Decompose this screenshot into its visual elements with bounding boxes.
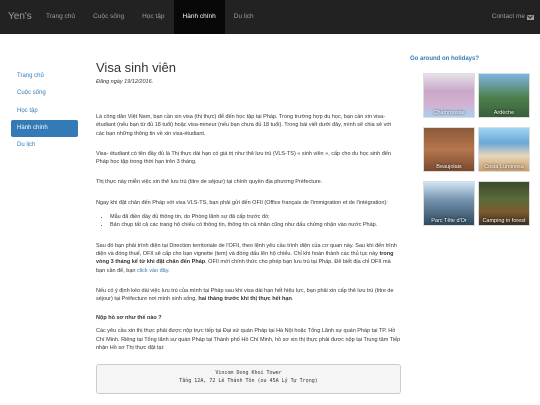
sidebar-item-study[interactable]: Học tập [17,107,38,114]
paragraph-application: Các yêu cầu xin thị thực phải được nộp trực tiếp tại Đại sứ quán Pháp tại Hà Nội hoặc Tổng Lãnh sự quán Pháp tại TP. Hồ Chí Minh. Riêng tại Tổng lãnh sự quán Pháp tại Thành phố Hồ Chí Minh, hồ sơ xin thị thực phải được nộp tại Trung tâm Tiếp nhận Hồ sơ Thị thực đặt tại: [96,328,401,352]
photo-caption: Parc Tête d'Or [431,218,467,224]
sidebar-item-travel[interactable]: Du lịch [17,142,36,149]
paragraph-extension [96,287,401,304]
holidays-panel [410,56,536,224]
list-item: • Mẫu đã điền đầy đủ thông tin, do Phòng lãnh sự đã cấp trước đó; [110,213,401,221]
nav-link-life[interactable]: Cuộc sống [93,13,125,20]
paragraph-intro: Là công dân Việt Nam, bạn cần xin visa (thị thực) để đến học tập tại Pháp. Trong trường hợp du học, bạn cần xin visa-étudiant (nếu bạn từ đủ 18 tuổi) hoặc visa-mineur (nếu bạn chưa đủ 18 tuổi). Trong bài viết dưới đây, mình sẽ chia sẻ với các bạn những thông tin về xin visa-étudiant. [96,114,392,137]
text: Nếu có ý định kéo dài việc lưu trú của mình tại Pháp sau khi visa dài hạn hết hiệu lực, bạn phải xin cấp thẻ lưu trú (titre de séjour) tại Préfecture nơi mình sinh sống, [96,287,394,303]
photo-camping-forest[interactable] [478,181,530,226]
sidebar-item-life[interactable]: Cuộc sống [17,90,46,97]
mail-icon [527,15,534,20]
photo-beaujolais[interactable] [423,127,475,172]
photo-chamrousse[interactable] [423,73,475,118]
list-item: • Bản chụp tất cả các trang hộ chiếu có thông tin, thông tin cá nhân cũng như dấu chứng nhận vào nước Pháp. [110,221,401,229]
bold-text: hai tháng trước khi thị thực hết hạn [198,296,292,303]
nav-links [37,0,263,34]
sidebar-item-administration[interactable]: Hành chính [11,120,78,137]
sidebar-item-home[interactable]: Trang chủ [17,73,44,79]
address-line: Vincom Dong Khoi Tower [215,370,282,377]
nav-link-administration[interactable]: Hành chính [174,0,225,34]
section-heading: Nộp hồ sơ như thế nào ? [96,315,162,322]
text: . [291,296,294,303]
ofii-document-list [110,213,401,230]
photo-caption: Camping in forest [482,218,526,224]
photo-caption: Ardèche [493,110,515,116]
photo-ardeche[interactable] [478,73,530,118]
photo-parc-tete-dor[interactable] [423,181,475,226]
photo-caption: Chamrousse [433,110,465,116]
ofii-address-link[interactable]: click vào đây [136,267,169,274]
photo-caption: Costa Luminosa [484,164,524,170]
photo-costa-luminosa[interactable] [478,127,530,172]
contact-label: Contact me [491,13,525,20]
text: . OFII mới chính thức cho phép bạn lưu trú tại Pháp. Để biết địa chỉ OFII mà bạn cần để, bạn [96,259,391,274]
article [96,60,401,394]
brand-logo[interactable]: Yen's [8,11,32,22]
paragraph-ofii-procedure [96,242,401,275]
page-title: Visa sinh viên [96,60,176,75]
address-line: Tầng 12A, 72 Lê Thánh Tôn (ou 45A Lý Tự Trọng) [179,377,318,384]
text: Sau đó bạn phải trình diện tại Direction territoriale de l'OFII, theo lệnh yêu cầu trình diện của cơ quan này. Sau khi đến trình diện và đóng thuế, OFII sẽ cấp cho bạn vignette (tem) và đóng dấu lên hộ chiếu. Chỉ khi hoàn thành các thủ tục này [96,242,397,257]
nav-link-home[interactable]: Trang chủ [46,13,76,20]
address-block [96,364,401,394]
photo-caption: Beaujolais [436,164,462,170]
nav-link-travel[interactable]: Du lịch [233,13,254,20]
holidays-title: Go around on holidays? [410,56,479,62]
paragraph-residence-exemption: Thị thực này miễn việc xin thẻ lưu trú (titre de séjour) tại chính quyền địa phương Préfecture. [96,179,323,186]
sidebar-nav [11,68,78,154]
nav-link-study[interactable]: Học tập [142,13,165,20]
bold-text: trong vòng 3 tháng kể từ khi đặt chân đến Pháp [96,250,394,266]
paragraph-visa-definition: Visa- étudiant có tên đầy đủ là Thị thực dài hạn có giá trị như thẻ lưu trú (VLS-TS) « sinh viên », cấp cho du học sinh đến Pháp học tập trong thời hạn trên 3 tháng. [96,150,391,166]
post-date: Đăng ngày 19/12/2016. [96,79,154,85]
paragraph-ofii: Ngay khi đặt chân đến Pháp với visa VLS-TS, bạn phải gửi đến OFII (Office français de l'immigration et de l'intégration): [96,199,388,206]
text: . [168,267,170,274]
top-navbar [0,0,540,34]
contact-link[interactable] [492,0,534,34]
